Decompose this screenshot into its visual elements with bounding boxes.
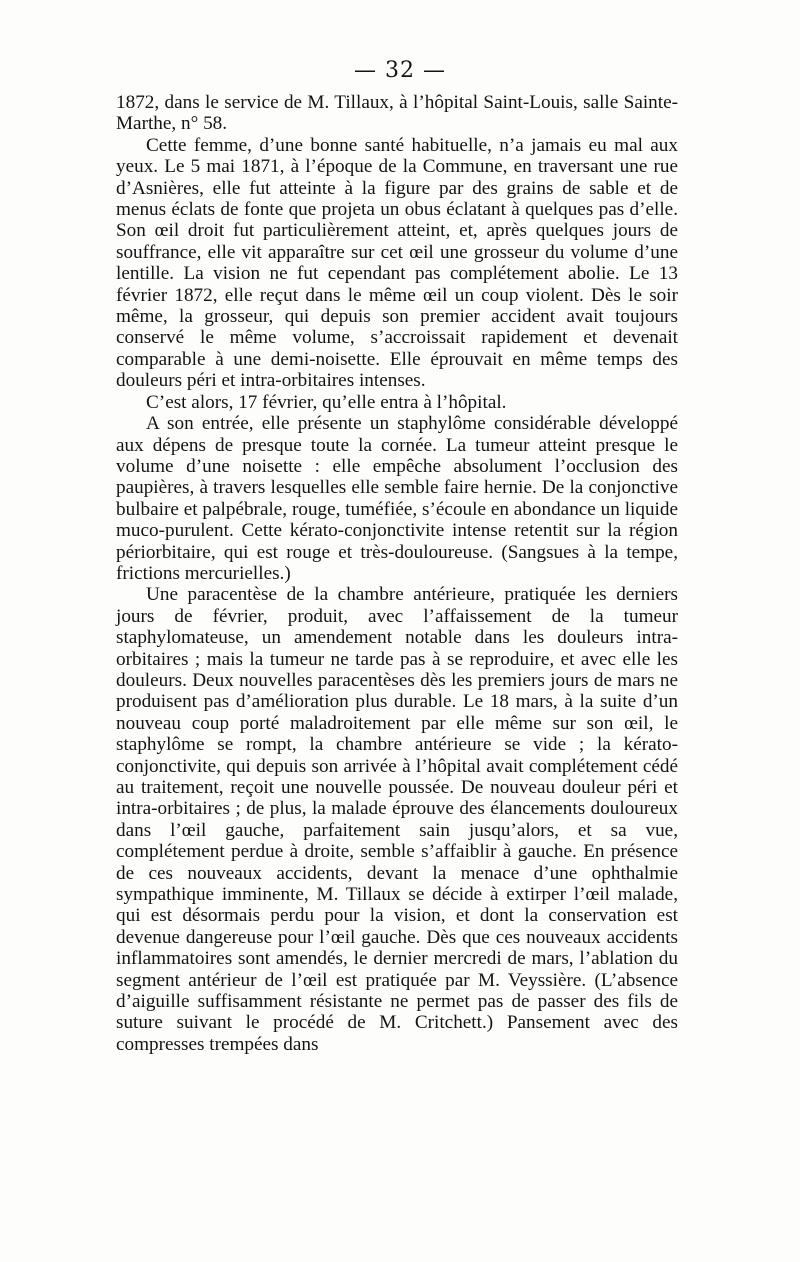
paragraph-continuation: 1872, dans le service de M. Tillaux, à l’hôpital Saint-Louis, salle Sainte-Marthe, n° 58. <box>116 92 678 135</box>
body-text <box>116 92 678 1055</box>
paragraph-admission-date: C’est alors, 17 février, qu’elle entra à l’hôpital. <box>146 391 507 413</box>
paragraph-admission-findings: A son entrée, elle présente un staphylôme considérable développé aux dépens de presque toute la cornée. La tumeur atteint presque le volume d’une noisette : elle empêche absolument l’occlusion des paupières, à travers lesquelles elle semble faire hernie. De la conjonctive bulbaire et palpébrale, rouge, tuméfiée, s’écoule en abondance un liquide muco-purulent. Cette kérato-conjonctivite intense retentit sur la région périorbitaire, qui est rouge et très-douloureuse. (Sangsues à la tempe, frictions mercurielles.) <box>116 413 678 584</box>
page-number: — 32 — <box>354 58 446 83</box>
paragraph-treatment: Une paracentèse de la chambre antérieure, pratiquée les derniers jours de février, produit, avec l’affaissement de la tumeur staphylomateuse, un amendement notable dans les douleurs intra-orbitaires ; mais la tumeur ne tarde pas à se reproduire, et avec elle les douleurs. Deux nouvelles paracentèses dès les premiers jours de mars ne produisent pas d’amélioration plus durable. Le 18 mars, à la suite d’un nouveau coup porté maladroitement par elle même sur son œil, le staphylôme se rompt, la chambre antérieure se vide ; la kérato-conjonctivite, qui depuis son arrivée à l’hôpital avait complétement cédé au traitement, reçoit une nouvelle poussée. De nouveau douleur péri et intra-orbitaires ; de plus, la malade éprouve des élancements douloureux dans l’œil gauche, parfaitement sain jusqu’alors, et sa vue, complétement perdue à droite, semble s’affaiblir à gauche. En présence de ces nouveaux accidents, devant la menace d’une ophthalmie sympathique imminente, M. Tillaux se décide à extirper l’œil malade, qui est désormais perdu pour la vision, et dont la conservation est devenue dangereuse pour l’œil gauche. Dès que ces nouveaux accidents inflammatoires sont amendés, le dernier mercredi de mars, l’ablation du segment antérieur de l’œil est pratiquée par M. Veyssière. (L’absence d’aiguille suffisamment résistante ne permet pas de passer des fils de suture suivant le procédé de M. Critchett.) Pansement avec des compresses trempées dans <box>116 584 678 1055</box>
paragraph-case-history: Cette femme, d’une bonne santé habituelle, n’a jamais eu mal aux yeux. Le 5 mai 1871, à l’époque de la Commune, en traversant une rue d’Asnières, elle fut atteinte à la figure par des grains de sable et de menus éclats de fonte que projeta un obus éclatant à quelques pas d’elle. Son œil droit fut particulièrement atteint, et, après quelques jours de souffrance, elle vit apparaître sur cet œil une grosseur du volume d’une lentille. La vision ne fut cependant pas complétement abolie. Le 13 février 1872, elle reçut dans le même œil un coup violent. Dès le soir même, la grosseur, qui depuis son premier accident avait toujours conservé le même volume, s’accroissait rapidement et devenait comparable à une demi-noisette. Elle éprouvait en même temps des douleurs péri et intra-orbitaires intenses. <box>116 134 678 392</box>
